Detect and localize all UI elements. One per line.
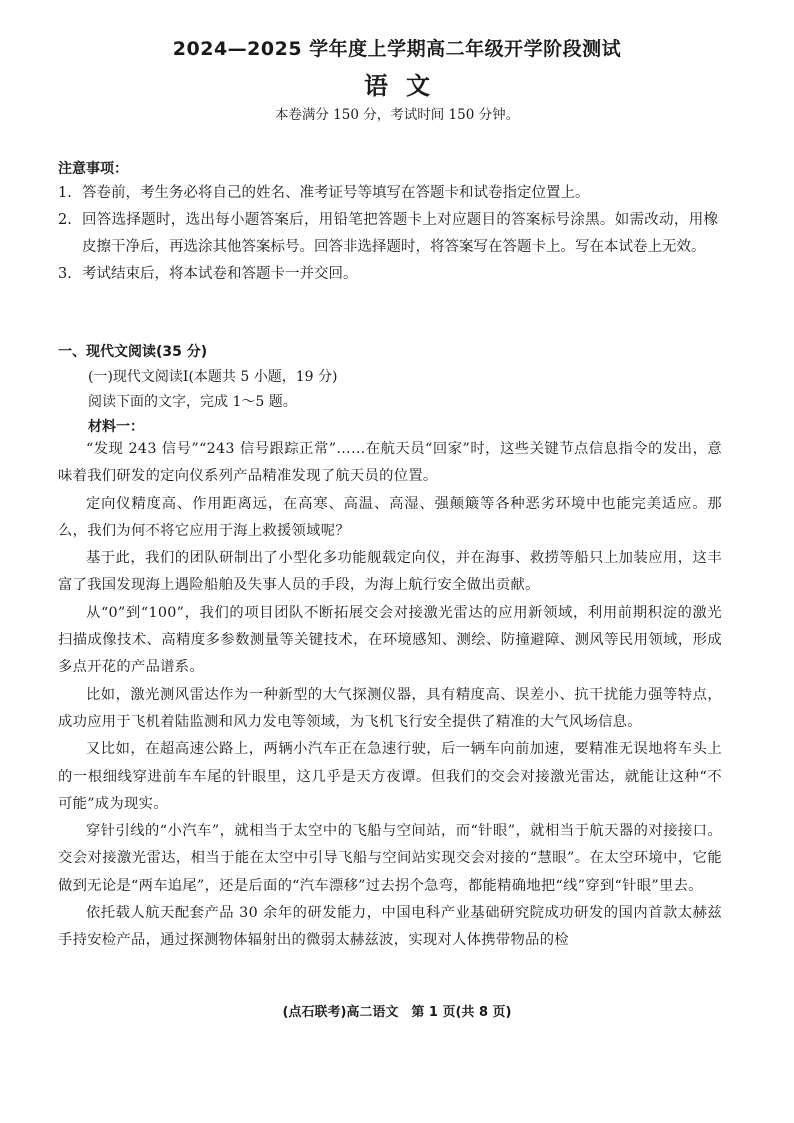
passage-paragraph: “发现 243 信号”“243 信号跟踪正常”……在航天员“回家”时，这些关键节点信息指令的发出，意味着我们研发的定向仪系列产品精准发现了航天员的位置。 [58, 441, 722, 485]
passage-paragraph: 又比如，在超高速公路上，两辆小汽车正在急速行驶，后一辆车向前加速，要精准无误地将车头上的一根细线穿进前车车尾的针眼里，这几乎是天方夜谭。但我们的交会对接激光雷达，就能让这种“不可能”成为现实。 [58, 741, 722, 812]
passage-paragraph: 穿针引线的“小汽车”，就相当于太空中的飞船与空间站，而“针眼”，就相当于航天器的对接接口。交会对接激光雷达，相当于能在太空中引导飞船与空间站实现交会对接的“慧眼”。在太空环境中，它能做到无论是“两车追尾”，还是后面的“汽车漂移”过去拐个急弯，都能精确地把“线”穿到“针眼”里去。 [58, 823, 722, 894]
note-number: 2. [58, 212, 72, 228]
note-text: 考试结束后，将本试卷和答题卡一并交回。 [82, 266, 358, 282]
section-heading: 一、现代文阅读(35 分) [58, 344, 208, 360]
passage-paragraph: 依托载人航天配套产品 30 余年的研发能力，中国电科产业基础研究院成功研发的国内首款太赫兹手持安检产品，通过探测物体辐射出的微弱太赫兹波，实现对人体携带物品的检 [58, 905, 722, 949]
passage-paragraph: 从“0”到“100”，我们的项目团队不断拓展交会对接激光雷达的应用新领域，利用前期积淀的激光扫描成像技术、高精度多参数测量等关键技术，在环境感知、测绘、防撞避障、测风等民用领域，形成多点开花的产品谱系。 [58, 604, 722, 676]
reading-instruction: 阅读下面的文字，完成 1～5 题。 [88, 394, 297, 410]
sub-section-heading: (一)现代文阅读Ⅰ(本题共 5 小题，19 分) [88, 369, 338, 385]
note-text: 答卷前，考生务必将自己的姓名、准考证号等填写在答题卡和试卷指定位置上。 [82, 185, 590, 201]
page-footer: (点石联考)高二语文 第 1 页(共 8 页) [282, 1005, 512, 1020]
passage [58, 436, 722, 955]
notes-list [58, 180, 718, 288]
note-item [58, 180, 718, 207]
note-text: 回答选择题时，选出每小题答案后，用铅笔把答题卡上对应题目的答案标号涂黑。如需改动，用橡皮擦干净后，再选涂其他答案标号。回答非选择题时，将答案写在答题卡上。写在本试卷上无效。 [82, 212, 718, 255]
notes-heading: 注意事项： [58, 161, 128, 177]
passage-paragraph: 基于此，我们的团队研制出了小型化多功能舰载定向仪，并在海事、救捞等船只上加装应用，这丰富了我国发现海上遇险船舶及失事人员的手段，为海上航行安全做出贡献。 [58, 550, 722, 594]
note-number: 3. [58, 266, 72, 282]
exam-title: 2024—2025 学年度上学期高二年级开学阶段测试 [172, 38, 622, 60]
material-label: 材料一： [88, 419, 144, 435]
exam-info: 本卷满分 150 分，考试时间 150 分钟。 [274, 107, 520, 123]
passage-paragraph: 定向仪精度高、作用距离远，在高寒、高温、高湿、强颠簸等各种恶劣环境中也能完美适应。那么，我们为何不将它应用于海上救援领域呢？ [58, 495, 722, 539]
note-item [58, 207, 718, 261]
subject-title: 语文 [364, 72, 448, 100]
passage-paragraph: 比如，激光测风雷达作为一种新型的大气探测仪器，具有精度高、误差小、抗干扰能力强等特点，成功应用于飞机着陆监测和风力发电等领域，为飞机飞行安全提供了精准的大气风场信息。 [58, 686, 722, 730]
note-number: 1. [58, 185, 72, 201]
note-item [58, 261, 718, 288]
